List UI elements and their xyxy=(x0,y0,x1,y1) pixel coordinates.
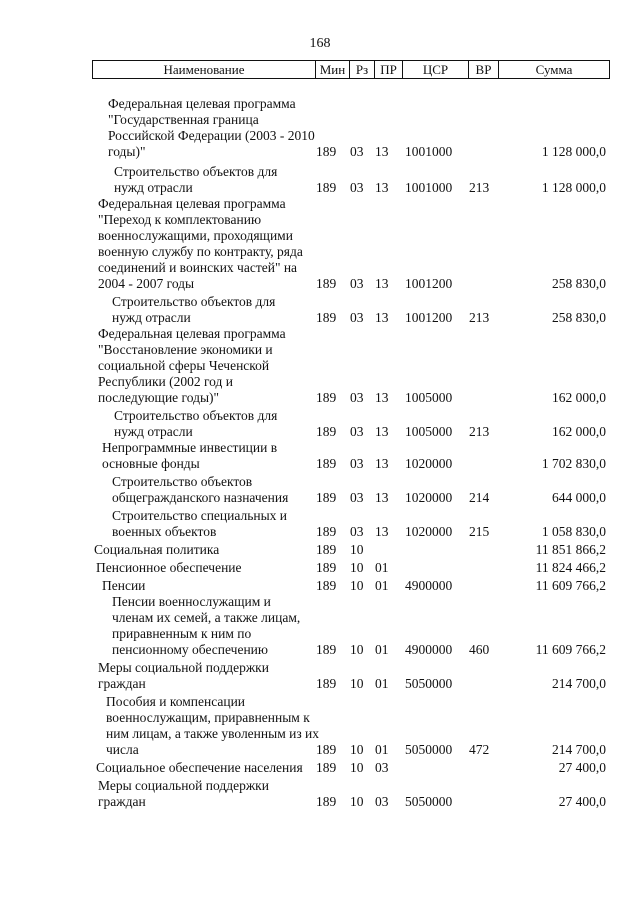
cell-csr: 1020000 xyxy=(405,524,453,539)
table-row xyxy=(0,508,640,540)
table-row xyxy=(0,474,640,506)
row-name: Пособия и компенсации военнослужащим, приравненным к ним лицам, а также уволенным из их числа xyxy=(106,694,320,757)
table-row xyxy=(0,440,640,472)
cell-sum: 1 058 830,0 xyxy=(541,524,606,539)
column-header-name: Наименование xyxy=(163,62,245,77)
cell-pr: 13 xyxy=(375,424,389,439)
cell-rz: 10 xyxy=(350,742,364,757)
cell-min: 189 xyxy=(316,490,337,505)
table-row xyxy=(0,660,640,692)
cell-rz: 10 xyxy=(350,676,364,691)
cell-csr: 4900000 xyxy=(405,578,453,593)
cell-sum: 162 000,0 xyxy=(552,424,606,439)
cell-csr: 1001200 xyxy=(405,276,453,291)
row-name: Пенсионное обеспечение xyxy=(96,560,242,575)
cell-vr: 472 xyxy=(469,742,490,757)
cell-rz: 03 xyxy=(350,456,364,471)
row-name: Федеральная целевая программа "Восстановление экономики и социальной сферы Чеченской Республики (2002 год и последующие годы)" xyxy=(98,326,286,405)
cell-sum: 258 830,0 xyxy=(552,310,606,325)
cell-pr: 13 xyxy=(375,276,389,291)
cell-pr: 03 xyxy=(375,760,389,775)
cell-pr: 03 xyxy=(375,794,389,809)
cell-sum: 214 700,0 xyxy=(552,676,606,691)
cell-vr: 460 xyxy=(469,642,490,657)
row-name: Меры социальной поддержки граждан xyxy=(98,660,269,691)
column-header-rz: Рз xyxy=(349,61,374,78)
table-row xyxy=(0,294,640,326)
cell-sum: 644 000,0 xyxy=(552,490,606,505)
cell-min: 189 xyxy=(316,560,337,575)
cell-rz: 03 xyxy=(350,180,364,195)
cell-rz: 03 xyxy=(350,424,364,439)
cell-sum: 27 400,0 xyxy=(558,760,606,775)
column-header-csr: ЦСР xyxy=(402,61,468,78)
cell-rz: 03 xyxy=(350,144,364,159)
cell-sum: 11 609 766,2 xyxy=(535,642,606,657)
cell-min: 189 xyxy=(316,144,337,159)
cell-sum: 258 830,0 xyxy=(552,276,606,291)
page-number: 168 xyxy=(309,36,331,51)
table-row xyxy=(0,326,640,406)
table-row xyxy=(0,694,640,758)
cell-min: 189 xyxy=(316,742,337,757)
cell-csr: 5050000 xyxy=(405,676,453,691)
row-name: Строительство объектов для нужд отрасли xyxy=(114,408,278,439)
cell-rz: 03 xyxy=(350,390,364,405)
row-name: Федеральная целевая программа "Переход к комплектованию военнослужащими, проходящими военную службу по контракту, ряда соединений и воинских частей" на 2004 - 2007 годы xyxy=(98,196,303,291)
table-row xyxy=(0,578,640,594)
cell-rz: 10 xyxy=(350,560,364,575)
cell-pr: 13 xyxy=(375,490,389,505)
row-name: Федеральная целевая программа "Государственная граница Российской Федерации (2003 - 2010 годы)" xyxy=(108,96,315,159)
row-name: Социальная политика xyxy=(94,542,220,557)
cell-pr: 01 xyxy=(375,676,389,691)
cell-min: 189 xyxy=(316,760,337,775)
cell-min: 189 xyxy=(316,794,337,809)
cell-min: 189 xyxy=(316,424,337,439)
row-name: Строительство объектов для нужд отрасли xyxy=(114,164,278,195)
cell-rz: 03 xyxy=(350,490,364,505)
cell-csr: 5050000 xyxy=(405,794,453,809)
table-row xyxy=(0,164,640,196)
cell-csr: 1020000 xyxy=(405,456,453,471)
cell-min: 189 xyxy=(316,542,337,557)
row-name: Непрограммные инвестиции в основные фонды xyxy=(102,440,278,471)
cell-rz: 10 xyxy=(350,642,364,657)
cell-min: 189 xyxy=(316,180,337,195)
cell-min: 189 xyxy=(316,310,337,325)
cell-rz: 10 xyxy=(350,542,364,557)
cell-rz: 03 xyxy=(350,276,364,291)
cell-sum: 11 851 866,2 xyxy=(535,542,606,557)
cell-pr: 13 xyxy=(375,390,389,405)
cell-pr: 13 xyxy=(375,144,389,159)
cell-pr: 01 xyxy=(375,642,389,657)
cell-rz: 10 xyxy=(350,794,364,809)
column-header-vr: ВР xyxy=(468,61,498,78)
table-row xyxy=(0,96,640,160)
row-name: Строительство объектов для нужд отрасли xyxy=(112,294,276,325)
cell-pr: 13 xyxy=(375,180,389,195)
cell-min: 189 xyxy=(316,524,337,539)
cell-csr: 5050000 xyxy=(405,742,453,757)
row-name: Пенсии военнослужащим и членам их семей, а также лицам, приравненным к ним по пенсионному обеспечению xyxy=(112,594,301,657)
row-name: Строительство специальных и военных объектов xyxy=(112,508,288,539)
cell-vr: 215 xyxy=(469,524,490,539)
table-row xyxy=(0,760,640,776)
cell-min: 189 xyxy=(316,276,337,291)
cell-rz: 03 xyxy=(350,310,364,325)
column-header-pr: ПР xyxy=(374,61,402,78)
column-header-min: Мин xyxy=(315,61,349,78)
table-header xyxy=(92,60,610,79)
cell-sum: 1 128 000,0 xyxy=(541,144,606,159)
cell-csr: 1001000 xyxy=(405,144,453,159)
cell-sum: 1 128 000,0 xyxy=(541,180,606,195)
cell-rz: 10 xyxy=(350,760,364,775)
cell-min: 189 xyxy=(316,390,337,405)
cell-vr: 214 xyxy=(469,490,490,505)
table-row xyxy=(0,408,640,440)
cell-vr: 213 xyxy=(469,424,490,439)
cell-sum: 214 700,0 xyxy=(552,742,606,757)
cell-pr: 13 xyxy=(375,456,389,471)
table-row xyxy=(0,196,640,292)
table-row xyxy=(0,778,640,810)
cell-pr: 01 xyxy=(375,742,389,757)
cell-rz: 10 xyxy=(350,578,364,593)
cell-csr: 4900000 xyxy=(405,642,453,657)
cell-vr: 213 xyxy=(469,180,490,195)
cell-min: 189 xyxy=(316,642,337,657)
table-row xyxy=(0,594,640,658)
cell-sum: 27 400,0 xyxy=(558,794,606,809)
cell-csr: 1005000 xyxy=(405,390,453,405)
cell-csr: 1001200 xyxy=(405,310,453,325)
cell-csr: 1020000 xyxy=(405,490,453,505)
cell-rz: 03 xyxy=(350,524,364,539)
cell-min: 189 xyxy=(316,456,337,471)
cell-sum: 11 609 766,2 xyxy=(535,578,606,593)
cell-pr: 01 xyxy=(375,560,389,575)
cell-pr: 13 xyxy=(375,310,389,325)
cell-csr: 1001000 xyxy=(405,180,453,195)
row-name: Строительство объектов общегражданского назначения xyxy=(112,474,289,505)
row-name: Пенсии xyxy=(102,578,146,593)
row-name: Социальное обеспечение населения xyxy=(96,760,303,775)
cell-pr: 01 xyxy=(375,578,389,593)
cell-min: 189 xyxy=(316,578,337,593)
table-row xyxy=(0,542,640,558)
cell-csr: 1005000 xyxy=(405,424,453,439)
cell-sum: 1 702 830,0 xyxy=(541,456,606,471)
cell-sum: 11 824 466,2 xyxy=(535,560,606,575)
row-name: Меры социальной поддержки граждан xyxy=(98,778,269,809)
cell-sum: 162 000,0 xyxy=(552,390,606,405)
cell-vr: 213 xyxy=(469,310,490,325)
cell-min: 189 xyxy=(316,676,337,691)
cell-pr: 13 xyxy=(375,524,389,539)
table-row xyxy=(0,560,640,576)
column-header-sum: Сумма xyxy=(498,61,609,78)
